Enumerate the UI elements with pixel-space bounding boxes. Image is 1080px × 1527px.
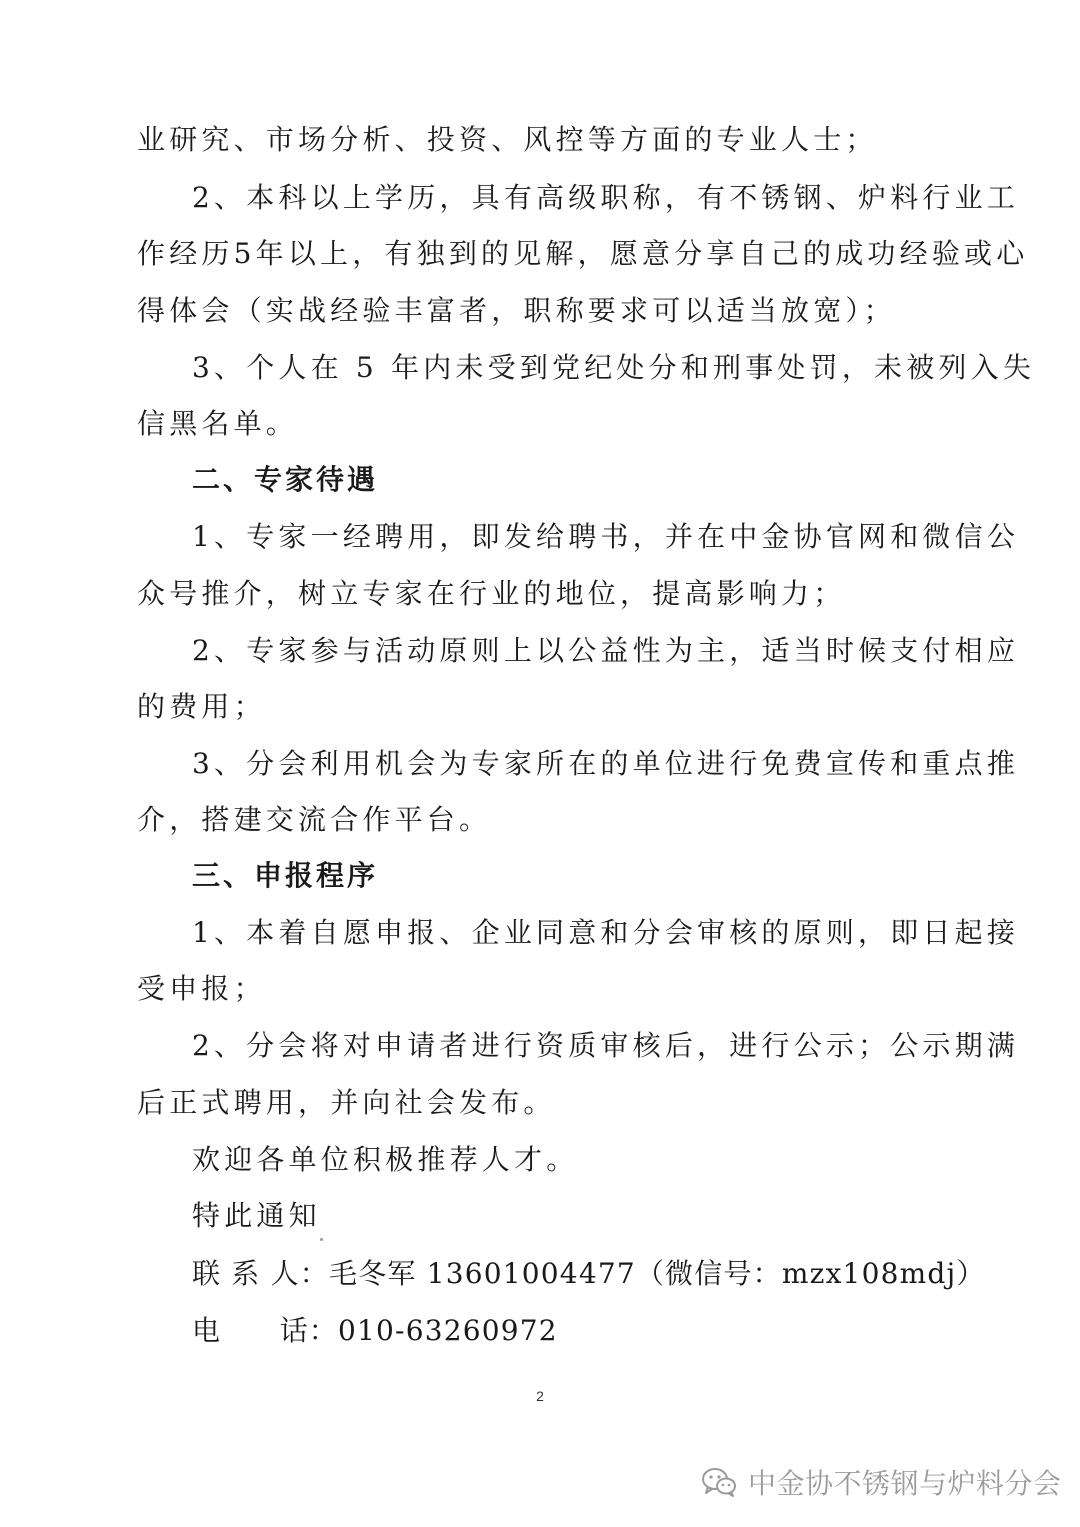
paragraph-line: 2、专家参与活动原则上以公益性为主，适当时候支付相应 [192,634,1020,667]
notice-line: 特此通知 [192,1199,321,1232]
paragraph-line: 3、分会利用机会为专家所在的单位进行免费宣传和重点推 [192,747,1020,780]
paragraph-line: 众号推介，树立专家在行业的地位，提高影响力； [137,577,846,610]
wechat-icon [700,1466,738,1498]
paragraph-line: 2、分会将对申请者进行资质审核后，进行公示；公示期满 [192,1029,1020,1062]
section-heading-treatment: 二、专家待遇 [192,463,379,496]
paragraph-line: 受申报； [137,972,266,1005]
paragraph-line: 的费用； [137,690,266,723]
contact-phone-line: 电 话：010-63260972 [192,1314,558,1347]
paragraph-line: 1、专家一经聘用，即发给聘书，并在中金协官网和微信公 [192,520,1020,553]
closing-line: 欢迎各单位积极推荐人才。 [192,1143,579,1176]
paragraph-line: 业研究、市场分析、投资、风控等方面的专业人士； [137,123,878,156]
watermark-text: 中金协不锈钢与炉料分会 [748,1467,1062,1500]
paragraph-line: 得体会（实战经验丰富者，职称要求可以适当放宽）； [137,294,896,327]
paragraph-line: 后正式聘用，并向社会发布。 [137,1086,556,1119]
section-heading-procedure: 三、申报程序 [192,859,379,892]
paragraph-line: 作经历5年以上，有独到的见解，愿意分享自己的成功经验或心 [137,237,1029,270]
page-number: 2 [536,1388,544,1404]
paragraph-line: 2、本科以上学历，具有高级职称，有不锈钢、炉料行业工 [192,181,1020,214]
watermark [700,1462,1062,1502]
paragraph-line: 3、个人在 5 年内未受到党纪处分和刑事处罚，未被列入失 [192,351,1036,384]
scan-speck [320,1238,323,1241]
paragraph-line: 介，搭建交流合作平台。 [137,803,492,836]
paragraph-line: 信黑名单。 [137,407,299,440]
paragraph-line: 1、本着自愿申报、企业同意和分会审核的原则，即日起接 [192,916,1020,949]
contact-person-line: 联 系 人：毛冬军 13601004477（微信号：mzx108mdj） [192,1257,986,1290]
